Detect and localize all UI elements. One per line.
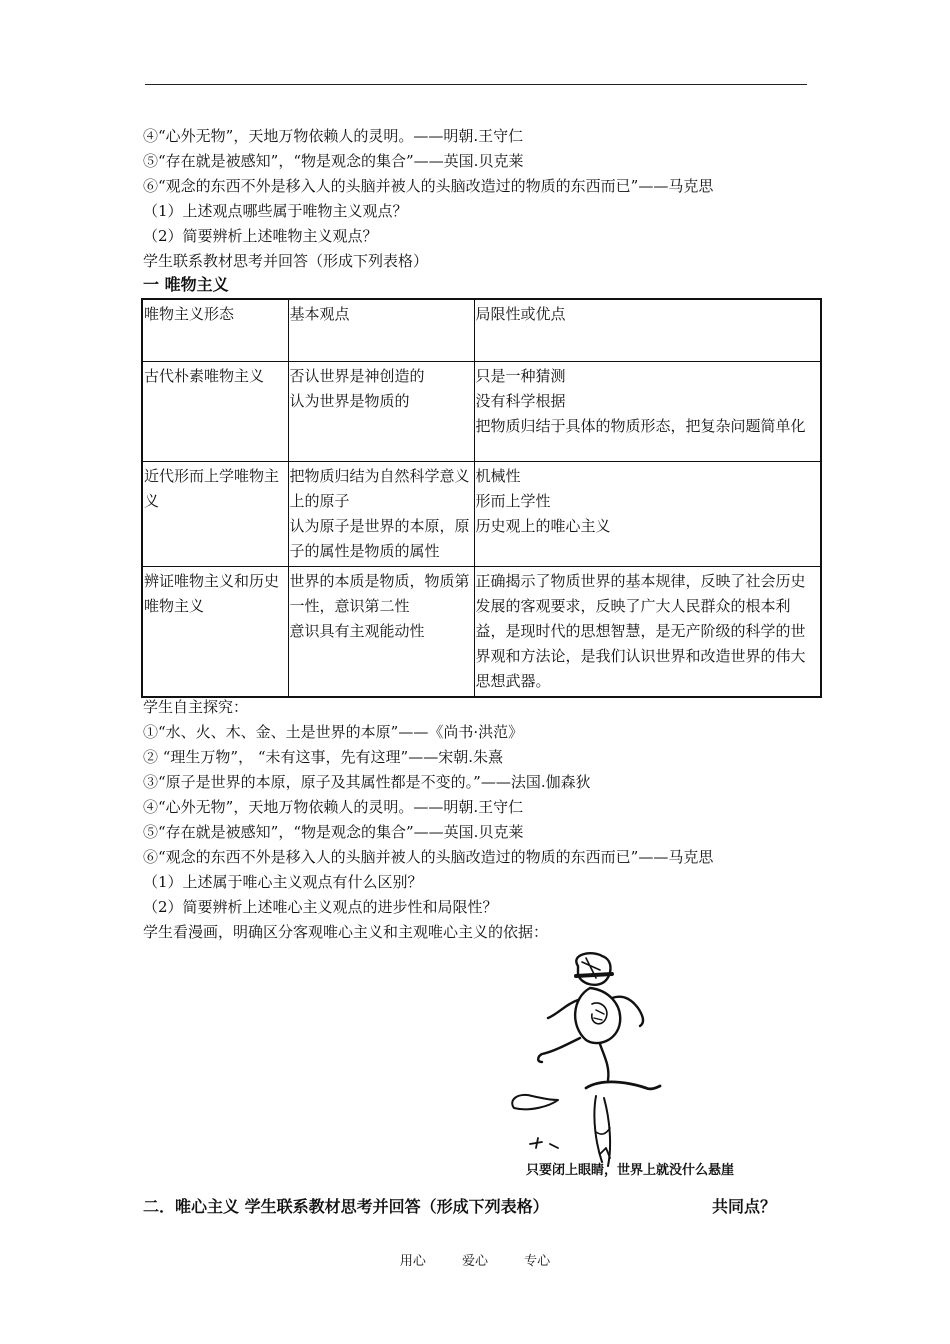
view-line: 把物质归结为自然科学意义上的原子	[289, 466, 470, 510]
eval-line: 正确揭示了物质世界的基本规律，反映了社会历史发展的客观要求，反映了广大人民群众的根本利益，是现时代的思想智慧，是无产阶级的科学的世界观和方法论，是我们认识世界和改造世界的伟大思想武器。	[475, 571, 806, 690]
question-idealism-1: （1）上述属于唯心主义观点有什么区别？	[143, 873, 423, 891]
cartoon-instruction: 学生看漫画，明确区分客观唯心主义和主观唯心主义的依据：	[143, 923, 549, 941]
header-rule	[145, 84, 807, 85]
cartoon-drawing	[500, 948, 760, 1180]
view-line: 认为世界是物质的	[289, 391, 410, 410]
footer-word: 专心	[524, 1254, 551, 1269]
view-line: 否认世界是神创造的	[289, 366, 425, 385]
section-2-question: 共同点？	[712, 1197, 777, 1216]
row-form: 近代形而上学唯物主义	[142, 461, 288, 566]
quote-berkeley-2: ⑤“存在就是被感知”，“物是观念的集合”——英国.贝克莱	[143, 823, 524, 841]
quote-wang-shouren-2: ④“心外无物”，天地万物依赖人的灵明。——明朝.王守仁	[143, 798, 524, 816]
page-footer	[0, 1250, 950, 1269]
section-2-title: 二．唯心主义 学生联系教材思考并回答（形成下列表格）	[143, 1197, 549, 1216]
quote-berkeley: ⑤“存在就是被感知”，“物是观念的集合”——英国.贝克莱	[143, 152, 524, 170]
quote-marx-2: ⑥“观念的东西不外是移入人的头脑并被人的头脑改造过的物质的东西而已”——马克思	[143, 848, 714, 866]
quote-gassendi: ③“原子是世界的本原，原子及其属性都是不变的。”——法国.伽森狄	[143, 773, 591, 791]
eval-line: 机械性	[475, 466, 521, 485]
quote-wang-shouren: ④“心外无物”，天地万物依赖人的灵明。——明朝.王守仁	[143, 127, 524, 145]
eval-line: 只是一种猜测	[475, 366, 566, 385]
footer-word: 爱心	[461, 1254, 488, 1269]
row-evaluation	[474, 361, 821, 461]
cartoon-image	[500, 948, 760, 1180]
row-form: 辨证唯物主义和历史唯物主义	[142, 566, 288, 697]
self-study-label: 学生自主探究：	[143, 698, 249, 716]
quote-shangshu: ①“水、火、木、金、土是世界的本原”——《尚书·洪范》	[143, 723, 524, 741]
header-views: 基本观点	[288, 299, 474, 361]
question-idealism-2: （2）简要辨析上述唯心主义观点的进步性和局限性？	[143, 898, 498, 916]
table-row	[142, 461, 821, 566]
row-evaluation	[474, 566, 821, 697]
quote-marx: ⑥“观念的东西不外是移入人的头脑并被人的头脑改造过的物质的东西而已”——马克思	[143, 177, 714, 195]
view-line: 意识具有主观能动性	[289, 621, 425, 640]
question-1: （1）上述观点哪些属于唯物主义观点？	[143, 202, 408, 220]
materialism-table	[141, 298, 822, 698]
row-views	[288, 461, 474, 566]
table-row	[142, 566, 821, 697]
instruction-text: 学生联系教材思考并回答（形成下列表格）	[143, 252, 429, 270]
row-views	[288, 361, 474, 461]
view-line: 认为原子是世界的本原，原子的属性是物质的属性	[289, 516, 470, 560]
section-1-title: 一 唯物主义	[143, 275, 229, 294]
row-evaluation	[474, 461, 821, 566]
table-header-row	[142, 299, 821, 361]
footer-word: 用心	[399, 1254, 426, 1269]
header-evaluation: 局限性或优点	[474, 299, 821, 361]
view-line: 世界的本质是物质，物质第一性，意识第二性	[289, 571, 470, 615]
row-form: 古代朴素唯物主义	[142, 361, 288, 461]
eval-line: 没有科学根据	[475, 391, 566, 410]
eval-line: 把物质归结于具体的物质形态，把复杂问题简单化	[475, 416, 806, 435]
row-views	[288, 566, 474, 697]
eval-line: 历史观上的唯心主义	[475, 516, 611, 535]
table-row	[142, 361, 821, 461]
question-2: （2）简要辨析上述唯物主义观点？	[143, 227, 378, 245]
cartoon-caption: 只要闭上眼睛，世界上就没什么悬崖	[525, 1163, 735, 1178]
quote-zhuxi: ② “理生万物”， “未有这事，先有这理”——宋朝.朱熹	[143, 748, 503, 766]
header-form: 唯物主义形态	[142, 299, 288, 361]
eval-line: 形而上学性	[475, 491, 551, 510]
